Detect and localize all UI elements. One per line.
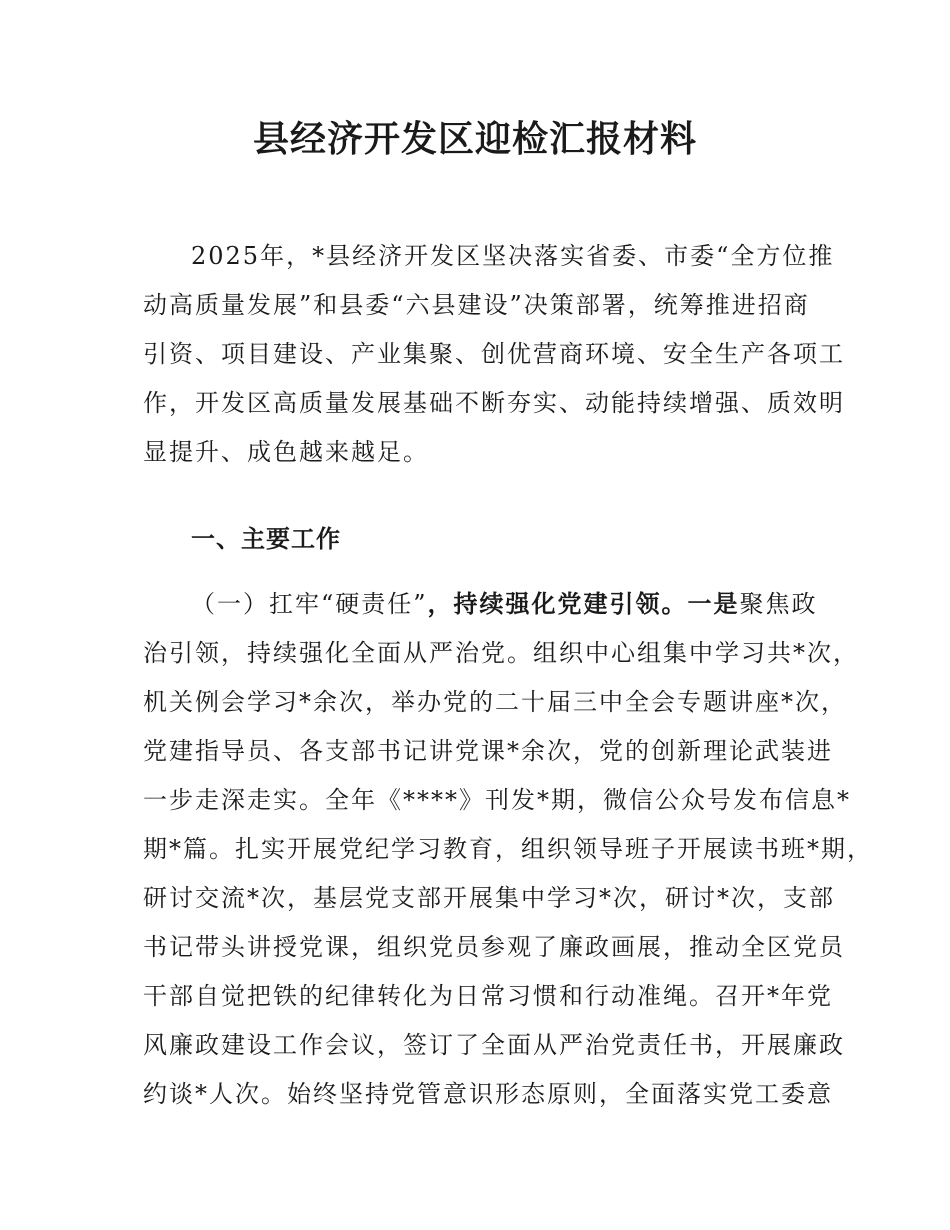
section1-lead-line — [143, 580, 818, 629]
section1-line: 治引领，持续强化全面从严治党。组织中心组集中学习共*次， — [143, 639, 859, 667]
section1-line: 风廉政建设工作会议，签订了全面从严治党责任书，开展廉政 — [143, 1031, 845, 1059]
section1-lead-prefix: （一）扛牢“硬责任” — [191, 590, 428, 618]
section1-line: 约谈*人次。始终坚持党管意识形态原则，全面落实党工委意 — [143, 1080, 833, 1108]
section1-line: 期*篇。扎实开展党纪学习教育，组织领导班子开展读书班*期， — [143, 835, 873, 863]
intro-line: 引资、项目建设、产业集聚、创优营商环境、安全生产各项工 — [143, 340, 845, 368]
section1-line: 干部自觉把铁的纪律转化为日常习惯和行动准绳。召开*年党 — [143, 982, 833, 1010]
section1-lead-rest: 聚焦政 — [739, 590, 818, 618]
section-heading: 一、主要工作 — [191, 525, 341, 553]
section1-paragraph — [143, 580, 873, 1119]
section1-lead-bold: ，持续强化党建引领。一是 — [427, 590, 740, 618]
section1-line: 一步走深走实。全年《****》刊发*期，微信公众号发布信息* — [143, 786, 851, 814]
section1-line: 党建指导员、各支部书记讲党课*余次，党的创新理论武装进 — [143, 737, 833, 765]
section1-line: 机关例会学习*余次，举办党的二十届三中全会专题讲座*次， — [143, 688, 847, 716]
section1-line: 书记带头讲授党课，组织党员参观了廉政画展，推动全区党员 — [143, 933, 845, 961]
intro-paragraph — [143, 232, 845, 477]
intro-line: 作，开发区高质量发展基础不断夯实、动能持续增强、质效明 — [143, 389, 845, 417]
section1-line: 研讨交流*次，基层党支部开展集中学习*次，研讨*次，支部 — [143, 884, 835, 912]
intro-line: 动高质量发展”和县委“六县建设”决策部署，统筹推进招商 — [143, 291, 810, 319]
intro-line: 显提升、成色越来越足。 — [143, 438, 429, 466]
document-title: 县经济开发区迎检汇报材料 — [252, 119, 697, 160]
intro-line: 2025年，*县经济开发区坚决落实省委、市委“全方位推 — [191, 242, 835, 270]
